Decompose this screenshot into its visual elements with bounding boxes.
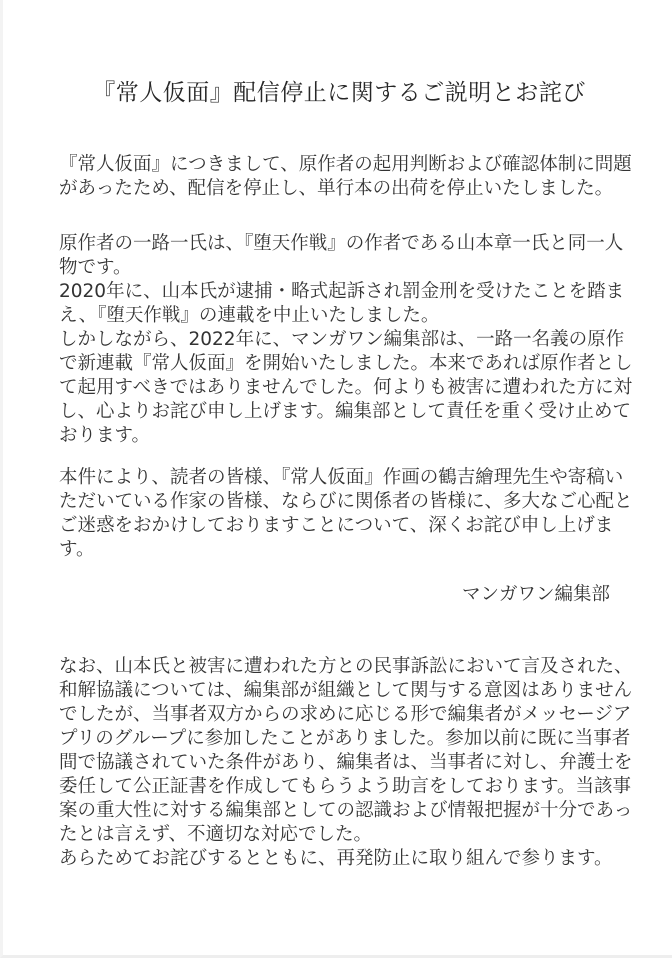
text-line: プリのグループに参加したことがありました。参加以前に既に当事者 — [59, 728, 631, 749]
signature-editorial-dept: マンガワン編集部 — [461, 584, 610, 605]
text-line: あらためてお詫びするとともに、再発防止に取り組んで参ります。 — [59, 848, 613, 869]
text-line: ご迷惑をおかけしておりますことについて、深くお詫び申し上げま — [59, 515, 614, 536]
text-line: し、心よりお詫び申し上げます。編集部として責任を重く受け止めて — [59, 401, 632, 422]
paragraph-suspension-notice — [59, 153, 639, 201]
text-line: おります。 — [59, 425, 151, 446]
text-line: え、『堕天作戦』の連載を中止いたしました。 — [59, 305, 440, 326]
paragraph-apology — [59, 466, 639, 562]
text-line: て起用すべきではありませんでした。何よりも被害に遭われた方に対 — [59, 377, 633, 398]
text-line: で新連載『常人仮面』を開始いたしました。本来であれば原作者とし — [59, 353, 633, 374]
text-line: たとは言えず、不適切な対応でした。 — [59, 824, 373, 845]
text-line: 『常人仮面』につきまして、原作者の起用判断および確認体制に問題 — [59, 154, 632, 175]
paragraph-author-background — [59, 232, 639, 448]
text-line: しかしながら、2022年に、マンガワン編集部は、一路一名義の原作 — [59, 329, 625, 350]
text-line: 間で協議されていた条件があり、編集者は、当事者に対し、弁護士を — [59, 752, 633, 773]
text-line: なお、山本氏と被害に遭われた方との民事訴訟において言及された、 — [59, 656, 633, 677]
paragraph-settlement-note — [59, 655, 639, 871]
text-line: 本件により、読者の皆様、『常人仮面』作画の鶴吉繪理先生や寄稿い — [59, 467, 624, 488]
document-title: 『常人仮面』配信停止に関するご説明とお詫び — [92, 80, 586, 106]
text-line: でしたが、当事者双方からの求めに応じる形で編集者がメッセージア — [59, 704, 632, 725]
text-line: 原作者の一路一氏は、『堕天作戦』の作者である山本章一氏と同一人 — [59, 233, 624, 254]
text-line: 和解協議については、編集部が組織として関与する意図はありません — [59, 680, 633, 701]
text-line: 2020年に、山本氏が逮捕・略式起訴され罰金刑を受けたことを踏ま — [59, 281, 625, 302]
text-line: があったため、配信を停止し、単行本の出荷を停止いたしました。 — [59, 178, 614, 199]
text-line: 物です。 — [59, 257, 132, 278]
text-line: す。 — [59, 539, 95, 560]
text-line: 委任して公正証書を作成してもらうよう助言をしております。当該事 — [59, 776, 632, 797]
text-line: 案の重大性に対する編集部としての認識および情報把握が十分であっ — [59, 800, 633, 821]
text-line: ただいている作家の皆様、ならびに関係者の皆様に、多大なご心配と — [59, 491, 633, 512]
